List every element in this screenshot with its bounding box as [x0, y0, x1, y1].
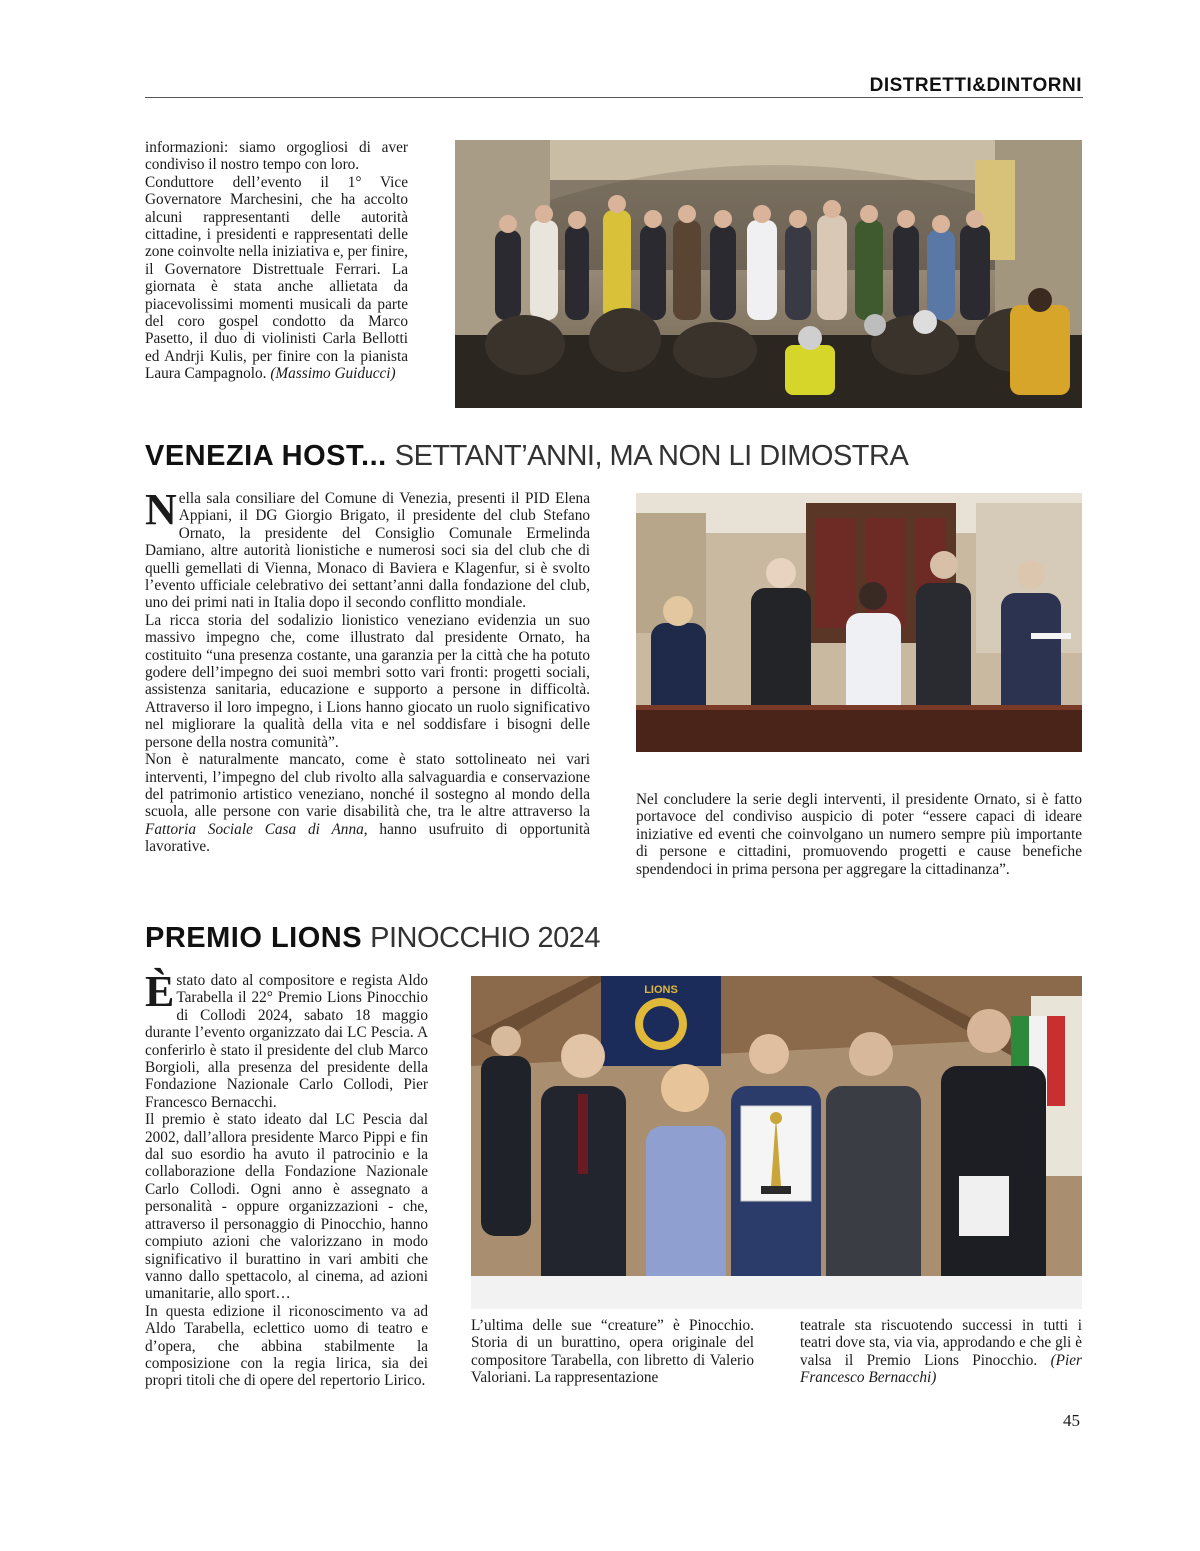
article3-paragraph: In questa edizione il riconoscimento va ad Aldo Tarabella, eclettico uomo di teatro e d’opera, che abbina stabilmente la composizione con la regia lirica, sia dei propri titoli che di opere del repertorio Lirico.	[145, 1302, 428, 1390]
section-header: DISTRETTI&DINTORNI	[869, 75, 1082, 96]
page-number: 45	[1063, 1411, 1080, 1430]
article3-text	[145, 967, 428, 1390]
article1-text	[145, 139, 408, 383]
article2-text	[145, 485, 590, 856]
article2-text-right	[636, 791, 1082, 878]
article3-paragraph: teatrale sta riscuotendo successi in tutti i teatri dove sta, via via, approdando e che gli è valsa il Premio Lions Pinocchio. (Pier Francesco Bernacchi)	[800, 1317, 1083, 1387]
article3-title-bold: PREMIO LIONS	[145, 922, 363, 954]
article3-text-right	[800, 1316, 1082, 1387]
article2-paragraph: Nel concludere la serie degli interventi, il presidente Ornato, si è fatto portavoce del condiviso auspicio di poter “essere capaci di ideare iniziative ed eventi che coinvolgano un numero sempre più importante di persone e cittadini, promuovendo progetti e cause benefiche spendendoci in prima persona per aggregare la cittadinanza”.	[636, 791, 1082, 878]
article2-dropcap: N	[145, 485, 177, 534]
article3-headline	[145, 922, 600, 955]
article2-paragraph: Non è naturalmente mancato, come è stato sottolineato nei vari interventi, l’impegno del club rivolto alla salvaguardia e conservazione del patrimonio artistico veneziano, nonché il sostegno al mondo della scuola, alle persone con varie disabilità che, tra le altre attraverso la Fattoria Sociale Casa di Anna, hanno usufruito di opportunità lavorative.	[145, 751, 590, 856]
article3-paragraph: Il premio è stato ideato dal LC Pescia dal 2002, dall’allora presidente Marco Pippi e fin dal suo esordio ha avuto il patrocinio e la collaborazione della Fondazione Nazionale Carlo Collodi. Ogni anno è assegnato a personalità - oppure organizzazioni - che, attraverso il personaggio di Pinocchio, hanno compiuto azioni che valorizzano in modo significativo il burattino in vari ambiti che vanno dallo spettacolo, al cinema, ad azioni umanitarie, allo sport…	[145, 1111, 428, 1303]
article2-paragraph: Nella sala consiliare del Comune di Venezia, presenti il PID Elena Appiani, il DG Giorgio Brigato, il presidente del club Stefano Ornato, la presidente del Consiglio Comunale Ermelinda Damiano, altre autorità lionistiche e numerosi soci sia del club che di quelli gemellati di Vienna, Monaco di Baviera e Klagenfur, si è svolto l’evento ufficiale celebrativo dei settant’anni dalla fondazione del club, uno dei primi nati in Italia dopo il secondo conflitto mondiale.	[145, 485, 590, 612]
article2-headline	[145, 440, 908, 473]
article1-paragraph: Conduttore dell’evento il 1° Vice Governatore Marchesini, che ha accolto alcuni rappresentanti delle autorità cittadine, i presidenti e rappresentati delle zone coinvolte nella iniziativa e, per finire, il Governatore Distrettuale Ferrari. La giornata è stata anche allietata da piacevolissimi momenti musicali da parte del coro gospel condotto da Marco Pasetto, il duo di violinisti Carla Bellotti ed Andrji Kulis, per finire con la pianista Laura Campagnolo. (Massimo Guiducci)	[145, 173, 408, 383]
choir-performance-photo	[455, 140, 1082, 408]
header-rule	[145, 97, 1083, 98]
council-hall-photo	[636, 493, 1082, 752]
article2-title-bold: VENEZIA HOST...	[145, 440, 387, 472]
article1-paragraph: informazioni: siamo orgogliosi di aver condiviso il nostro tempo con loro.	[145, 139, 408, 174]
article2-paragraph: La ricca storia del sodalizio lionistico veneziano evidenzia un suo massivo impegno che, come illustrato dal presidente Ornato, ha costituito “una presenza costante, una garanzia per la città che ha potuto godere dell’impegno dei suoi membri sotto vari fronti: progetti sociali, assistenza sanitaria, educazione e supporto a persone in difficoltà. Attraverso il loro impegno, i Lions hanno giocato un ruolo significativo nel migliorare la qualità della vita e nel soddisfare i bisogni delle persone della nostra comunità”.	[145, 611, 590, 751]
article1-author: (Massimo Guiducci)	[270, 365, 396, 383]
article3-text-middle	[471, 1316, 754, 1387]
article3-paragraph: Èstato dato al compositore e regista Aldo Tarabella il 22° Premio Lions Pinocchio di Collodi 2024, sabato 18 maggio durante l’evento organizzato dai LC Pescia. A conferirlo è stato il presidente del club Marco Borgioli, alla presenza del presidente della Fondazione Nazionale Carlo Collodi, Pier Francesco Bernacchi.	[145, 967, 428, 1111]
article3-paragraph: L’ultima delle sue “creature” è Pinocchio. Storia di un burattino, opera originale del compositore Tarabella, con libretto di Valerio Valoriani. La rappresentazione	[471, 1317, 754, 1387]
article3-author: (Pier Francesco Bernacchi)	[800, 1351, 1083, 1387]
award-ceremony-photo	[471, 976, 1082, 1309]
article3-title-light: PINOCCHIO 2024	[370, 922, 601, 954]
banner-label: LIONS	[644, 984, 678, 996]
article2-title-light: SETTANT’ANNI, MA NON LI DIMOSTRA	[394, 440, 909, 472]
article3-dropcap: È	[145, 967, 175, 1016]
